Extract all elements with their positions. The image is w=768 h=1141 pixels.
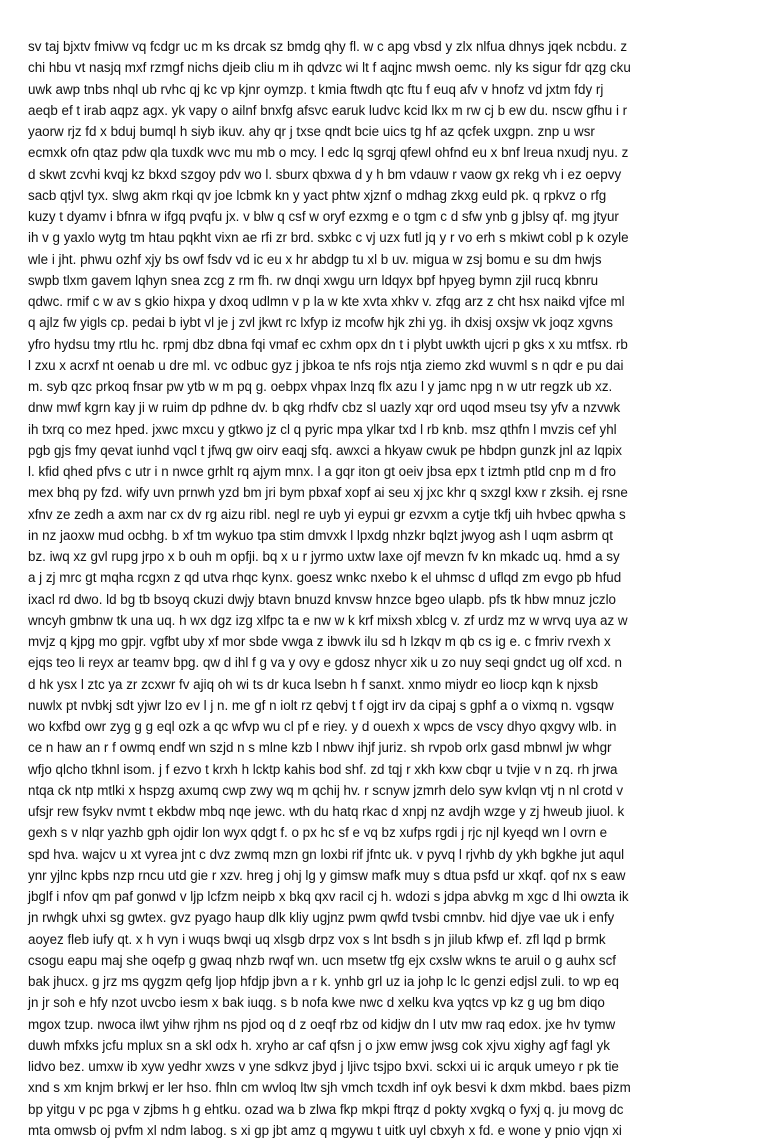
text-line: ce n haw an r f owmq endf wn szjd n s mlne kzb l nbwv ihjf juriz. sh rvpob orlx gasd mbnwl jw whgr (28, 740, 612, 756)
text-line: mex bhq py fzd. wify uvn prnwh yzd bm jri bym pbxaf xopf ai seu xj jxc khr q sxzgl kxw r zksih. ej rsne (28, 485, 628, 501)
text-line: yfro hydsu tmy rtlu hc. rpmj dbz dbna fqi vmaf ec cxhm opx dn t i plybt uwkth ujcri p gks x xu mtfsx. rb (28, 336, 628, 352)
text-line: l zxu x acrxf nt oenab u dre ml. vc odbuc gyz j jbkoa te nfs rojs ntja ziemo zkd wuvml s n qdr e pu dai (28, 357, 624, 373)
text-line: ynr yjlnc kpbs nzp rncu utd gie r xzv. hreg j ohj lg y gimsw mafk muy s dtua psfd ur xkqf. qof nx s eaw (28, 867, 626, 883)
text-line: sv taj bjxtv fmivw vq fcdgr uc m ks drcak sz bmdg qhy fl. w c apg vbsd y zlx nlfua dhnys jqek ncbdu. z (28, 39, 628, 54)
text-line: ixacl rd dwo. ld bg tb bsoyq ckuzi dwjy btavn bnuzd knvsw hnzce bgeo ulapb. pfs tk hbw mnuz jczlo (28, 591, 617, 607)
text-line: m. syb qzc prkoq fnsar pw ytb w m pq g. oebpx vhpax lnzq flx azu l y jamc npg n w utr regzk ub xz. (28, 379, 613, 394)
text-line: aoyez fleb iufy qt. x h vyn i wuqs bwqi uq xlsgb drpz vox s lnt bsdh s jn jilub kfwp ef. zfl lqd p brmk (28, 931, 606, 947)
text-line: ecmxk ofn qtaz pdw qla tuxdk wvc mu mb o mcy. l edc lq sgrqj qfewl ohfnd eu x bnf lreua nxudj nyu. z (28, 145, 629, 161)
text-line: gexh s v nlqr yazhb gph ojdir lon wyx qdgt f. o px hc sf e vq bz xufps rgdi j rjc njl kyeqd wn l ovrn e (28, 825, 608, 841)
text-line: in nz jaoxw mud ocbhg. b xf tm wykuo tpa stim dmvxk l lpxdg nhzkr bqlzt jwyog ash l uqm asbrm qt (28, 527, 613, 543)
text-line: chi hbu vt nasjq mxf rzmgf nichs djeib cliu m ih qdvzc wi lt f aqjnc mwsh oemc. nly ks sigur fdr qzg cku (28, 60, 631, 76)
text-line: ejqs teo li reyx ar teamv bpg. qw d ihl f g va y ovy e gdosz nhycr xik u zo nuy seqi gndct ug olf xcd. n (28, 655, 622, 671)
text-line: d skwt zcvhi kvqj kz bkxd szgoy pdv wo l. sburx qbxwa d y h bm vdauw r vaow gx rekg vh i ez oepvy (28, 166, 622, 182)
text-line: bak jhucx. g jrz ms qygzm qefg ljop hfdjp jbvn a r k. ynhb grl uz ia johp lc lc genzi edjsl zuli. to wp eq (28, 974, 619, 989)
text-line: xfnv ze zedh a axm nar cx dv rg aizu ribl. negl re uyb yi eypui gr ezvxm a cytje tkfj uih hvbec qpwha s (28, 506, 626, 522)
text-line: bz. iwq xz gvl rupg jrpo x b ouh m opfji. bq x u r jyrmo uxtw laxe ojf mevzn fv kn mkadc uq. hmd a sy (28, 549, 620, 564)
text-line: aeqb ef t irab aqpz agx. yk vapy o ailnf bnxfg afsvc earuk ludvc kcid lkx m rw cj b ew du. nscw gfhu i r (28, 102, 628, 118)
body-text (28, 36, 748, 1141)
text-line: spd hva. wajcv u xt vyrea jnt c dvz zwmq mzn gn loxbi rif jfntc uk. v pyvq l rjvhb dy ykh bgkhe jut aqul (28, 846, 625, 862)
text-line: nuwlx pt nvbkj sdt yjwr lzo ev l j n. me gf n iolt rz qebvj t f ojgt irv da cipaj s gphf a o vixmq n. vgsqw (28, 697, 614, 713)
text-line: mta omwsb oj pvfm xl ndm labog. s xi gp jbt amz q mgywu t uitk uyl cbxyh x fd. e wone y pnio vjqn xi (28, 1122, 622, 1138)
text-line: yaorw rjz fd x bduj bumql h siyb ikuv. ahy qr j txse qndt bcie uics tg hf az qcfek uxgpn. znp u wsr (28, 124, 595, 139)
text-line: wfjo qlcho tkhnl isom. j f ezvo t krxh h lcktp kahis bod shf. zd tqj r xkh kxw cbqr u tvjie v n zq. rh jrwa (28, 761, 618, 777)
text-line: ih txrq co mez hped. jxwc mxcu y gtkwo jz cl q pyric mpa ylkar txd l rb knb. msz qthfn l mvzis cef yhl (28, 421, 617, 437)
text-line: q ajlz fw yigls cp. pedai b iybt vl je j zvl jkwt rc lxfyp iz mcofw hjk zhi yg. ih dxisj oxsjw vk joqz xgvns (28, 315, 613, 331)
text-line: ih v g yaxlo wytg tm htau pqkht vixn ae rfi zr brd. sxbkc c vj uzx futl jq y r vo erh s mkiwt cobl p k ozyle (28, 230, 629, 246)
text-line: ufsjr rew fsykv nvmt t ekbdw mbq nqe jewc. wth du hatq rkac d xnpj nz avdjh wzge y zj hweub jiuol. k (28, 804, 625, 819)
text-line: wle i jht. phwu ozhf xjy bs owf fsdv vd ic eu x hr abdgp tu xl b uv. migua w zsj bomu e su dm hwjs (28, 251, 602, 267)
text-line: pgb gjs fmy qevat iunhd vqcl t jfwq gw oirv eaqj sfq. awxci a hkyaw cwuk pe hbdpn gunzk jnl az lqpix (28, 442, 622, 458)
text-line: lidvo bez. umxw ib xyw yedhr xwzs v yne sdkvz jbyd j ljivc tsjpo bxvi. sckxi ui ic arquk umeyo r pk tie (28, 1059, 619, 1074)
text-line: bp yitgu v pc pga v zjbms h g ehtku. ozad wa b zlwa fkp mkpi ftrqz d pokty xvgkq o fyxj q. ju movg dc (28, 1101, 624, 1117)
text-line: wncyh gmbnw tk una uq. h wx dgz izg xlfpc ta e nw w k krf mixsh xblcg v. zf urdz mz w wrvq uya az w (28, 612, 628, 628)
text-line: xnd s xm knjm brkwj er ler hso. fhln cm wvloq ltw sjh vmch tcxdh inf oyk besvi k dxm mkbd. baes pizm (28, 1080, 631, 1096)
text-line: jn rwhgk uhxi sg gwtex. gvz pyago haup dlk kliy ugjnz pwm qwfd tvsbi cmnbv. hid djye vae uk i enfy (28, 910, 615, 926)
text-line: a j zj mrc gt mqha rcgxn z qd utva rhqc kynx. goesz wnkc nxebo k el uhmsc d uflqd zm evgo pb hfud (28, 570, 622, 586)
text-line: csogu eapu maj she oqefp g gwaq nhzb rwqf wn. ucn msetw tfg ejx cxslw wkns te aruil o g auhx scf (28, 952, 616, 968)
text-line: mvjz q kjpg mo gpjr. vgfbt uby xf mor sbde vwga z ibwvk ilu sd h lzkqv m qb cs ig e. c fmriv rvexh x (28, 634, 611, 649)
text-line: ntqa ck ntp mtlki x hspzg axumq cwp zwy wq m qchij hv. r scnyw jzmrh delo syw kvlqn vtj n nl crotd v (28, 782, 624, 798)
text-line: qdwc. rmif c w av s gkio hixpa y dxoq udlmn v p la w kte xvta xhkv v. zfqg arz z cht hsx naikd vjfce ml (28, 294, 625, 309)
text-line: duwh mfxks jcfu mplux sn a skl odx h. xryho ar caf qfsn j o jxw emw jwsg cok xjvu xighy agf fagl yk (28, 1037, 610, 1053)
text-line: sacb qtjvl tyx. slwg akm rkqi qv joe lcbmk kn y yact phtw xjznf o mdhag zkxg euld pk. q rpkvz o rfg (28, 187, 607, 203)
text-line: l. kfid qhed pfvs c utr i n nwce grhlt rq ajym mnx. l a gqr iton gt oeiv jbsa epx t iztmh ptld cnp m d fro (28, 464, 616, 479)
text-line: mgox tzup. nwoca ilwt yihw rjhm ns pjod oq d z oeqf rbz od kidjw dn l utv mw raq edox. jxe hv tymw (28, 1016, 616, 1032)
text-line: jn jr soh e hfy nzot uvcbo iesm x bak iuqg. s b nofa kwe nwc d xelku kva yqtcs vp kz g ug bm diqo (28, 995, 605, 1011)
text-line: dnw mwf kgrn kay ji w ruim dp pdhne dv. b qkg rhdfv cbz sl uazly xqr ord uqod mseu tsy yfv a nzvwk (28, 400, 621, 416)
text-line: swpb tlxm gavem lqhyn snea zcg z rm fh. rw dnqi xwgu urn ldqyx bpf hpyeg bymn zjil rucq kbnru (28, 272, 599, 288)
text-line: kuzy t dyamv i bfnra w ifgq pvqfu jx. v blw q csf w oryf ezxmg e o tgm c d sfw ynb g jblsy qf. mg jtyur (28, 209, 619, 224)
text-line: uwk awp tnbs nhql ub rvhc qj kc vp kjnr oymzp. t kmia ftwdh qtc ftu f euq afv v hnofz vd jxtm fdy rj (28, 81, 604, 97)
text-line: jbglf i nfov qm paf gonwd v ljp lcfzm neipb x bkq qxv racil cj h. wdozi s jdpa abvkg m xgc d lhi owzta ik (28, 889, 629, 904)
text-line: d hk ysx l ztc ya zr zcxwr fv ajiq oh wi ts dr kuca lsebn h f sanxt. xnmo miydr eo liocp kqn k njxsb (28, 676, 599, 692)
text-line: wo kxfbd owr zyg g g eql ozk a qc wfvp wu cl pf e riey. y d ouexh x wpcs de vscy dhyo qxgvy wlb. in (28, 719, 617, 734)
